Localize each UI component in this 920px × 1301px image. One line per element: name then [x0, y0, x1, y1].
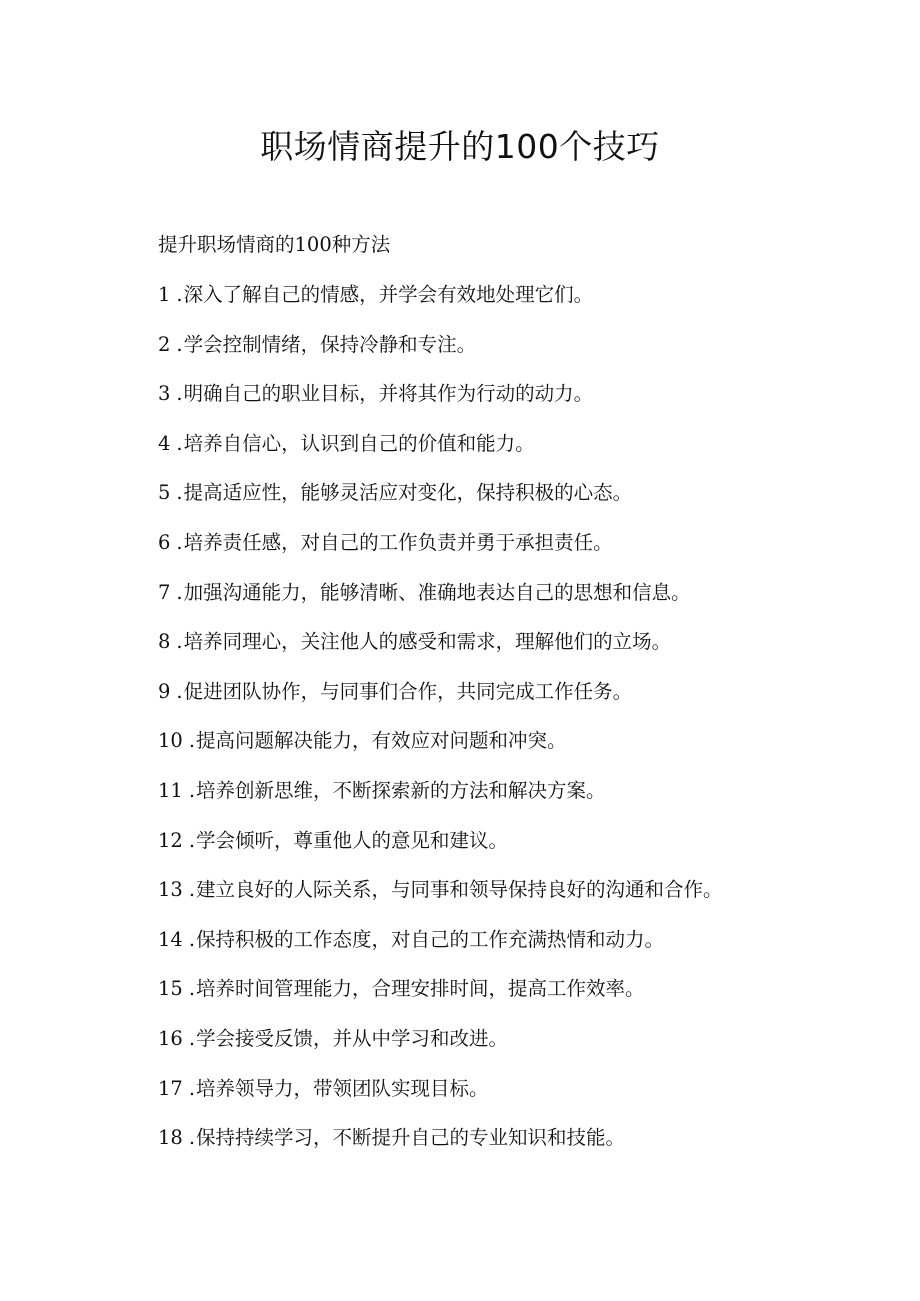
tip-text: 促进团队协作，与同事们合作，共同完成工作任务。 [183, 679, 633, 703]
tip-number: 13 [158, 878, 183, 902]
list-item [158, 1024, 878, 1074]
list-item [158, 677, 878, 727]
tip-text: 建立良好的人际关系，与同事和领导保持良好的沟通和合作。 [196, 878, 723, 902]
tip-text: 深入了解自己的情感，并学会有效地处理它们。 [183, 283, 594, 306]
document-subtitle: 提升职场情商的100种方法 [158, 233, 391, 256]
tip-separator: . [188, 828, 196, 852]
tip-text: 培养创新思维，不断探索新的方法和解决方案。 [196, 778, 606, 802]
tip-separator: . [176, 481, 183, 505]
tip-number: 7 [158, 580, 171, 604]
tip-separator: . [176, 679, 183, 703]
tip-number: 18 [158, 1126, 183, 1150]
tip-separator: . [188, 1126, 196, 1150]
tip-text: 学会接受反馈，并从中学习和改进。 [196, 1026, 509, 1050]
list-item [158, 826, 878, 876]
list-item [158, 429, 878, 479]
tip-separator: . [188, 729, 196, 753]
tip-text: 保持积极的工作态度，对自己的工作充满热情和动力。 [196, 927, 665, 951]
tip-separator: . [188, 1076, 196, 1100]
list-item [158, 1123, 878, 1173]
tip-separator: . [188, 927, 196, 951]
tip-text: 提高适应性，能够灵活应对变化，保持积极的心态。 [183, 481, 633, 505]
tip-number: 16 [158, 1026, 183, 1050]
tip-text: 培养时间管理能力，合理安排时间，提高工作效率。 [196, 977, 645, 1001]
list-item [158, 726, 878, 776]
tip-separator: . [176, 283, 183, 306]
tip-text: 培养自信心，认识到自己的价值和能力。 [183, 431, 535, 455]
tip-number: 11 [158, 778, 183, 802]
list-item [158, 875, 878, 925]
tip-number: 6 [158, 530, 171, 554]
tip-text: 学会倾听，尊重他人的意见和建议。 [196, 828, 509, 852]
tip-separator: . [176, 431, 183, 455]
tip-number: 9 [158, 679, 171, 703]
tip-number: 3 [158, 382, 171, 406]
list-item [158, 925, 878, 975]
tip-text: 明确自己的职业目标，并将其作为行动的动力。 [183, 382, 594, 406]
list-item [158, 974, 878, 1024]
tips-list [158, 280, 878, 1173]
list-item [158, 330, 878, 380]
tip-text: 保持持续学习，不断提升自己的专业知识和技能。 [196, 1126, 626, 1150]
list-item [158, 280, 878, 330]
tip-separator: . [176, 382, 183, 406]
list-item [158, 379, 878, 429]
tip-text: 加强沟通能力，能够清晰、准确地表达自己的思想和信息。 [183, 580, 691, 604]
tip-number: 10 [158, 729, 183, 753]
tip-separator: . [176, 630, 183, 654]
list-item [158, 478, 878, 528]
tip-number: 14 [158, 927, 183, 951]
document-title: 职场情商提升的100个技巧 [260, 127, 660, 166]
tip-number: 1 [158, 283, 171, 306]
tip-text: 培养同理心，关注他人的感受和需求，理解他们的立场。 [183, 630, 672, 654]
tip-text: 提高问题解决能力，有效应对问题和冲突。 [196, 729, 567, 753]
tip-separator: . [188, 1026, 196, 1050]
tip-text: 培养责任感，对自己的工作负责并勇于承担责任。 [183, 530, 613, 554]
tip-separator: . [188, 778, 196, 802]
tip-separator: . [188, 878, 196, 902]
tip-separator: . [176, 580, 183, 604]
tip-text: 学会控制情绪，保持冷静和专注。 [183, 332, 477, 356]
tip-separator: . [176, 332, 183, 356]
tip-number: 12 [158, 828, 183, 852]
tip-number: 5 [158, 481, 171, 505]
tip-separator: . [188, 977, 196, 1001]
tip-text: 培养领导力，带领团队实现目标。 [196, 1076, 489, 1100]
tip-number: 4 [158, 431, 171, 455]
list-item [158, 578, 878, 628]
tip-number: 15 [158, 977, 183, 1001]
list-item [158, 776, 878, 826]
list-item [158, 528, 878, 578]
tip-number: 8 [158, 630, 171, 654]
tip-number: 2 [158, 332, 171, 356]
tip-separator: . [176, 530, 183, 554]
list-item [158, 627, 878, 677]
tip-number: 17 [158, 1076, 183, 1100]
list-item [158, 1074, 878, 1124]
